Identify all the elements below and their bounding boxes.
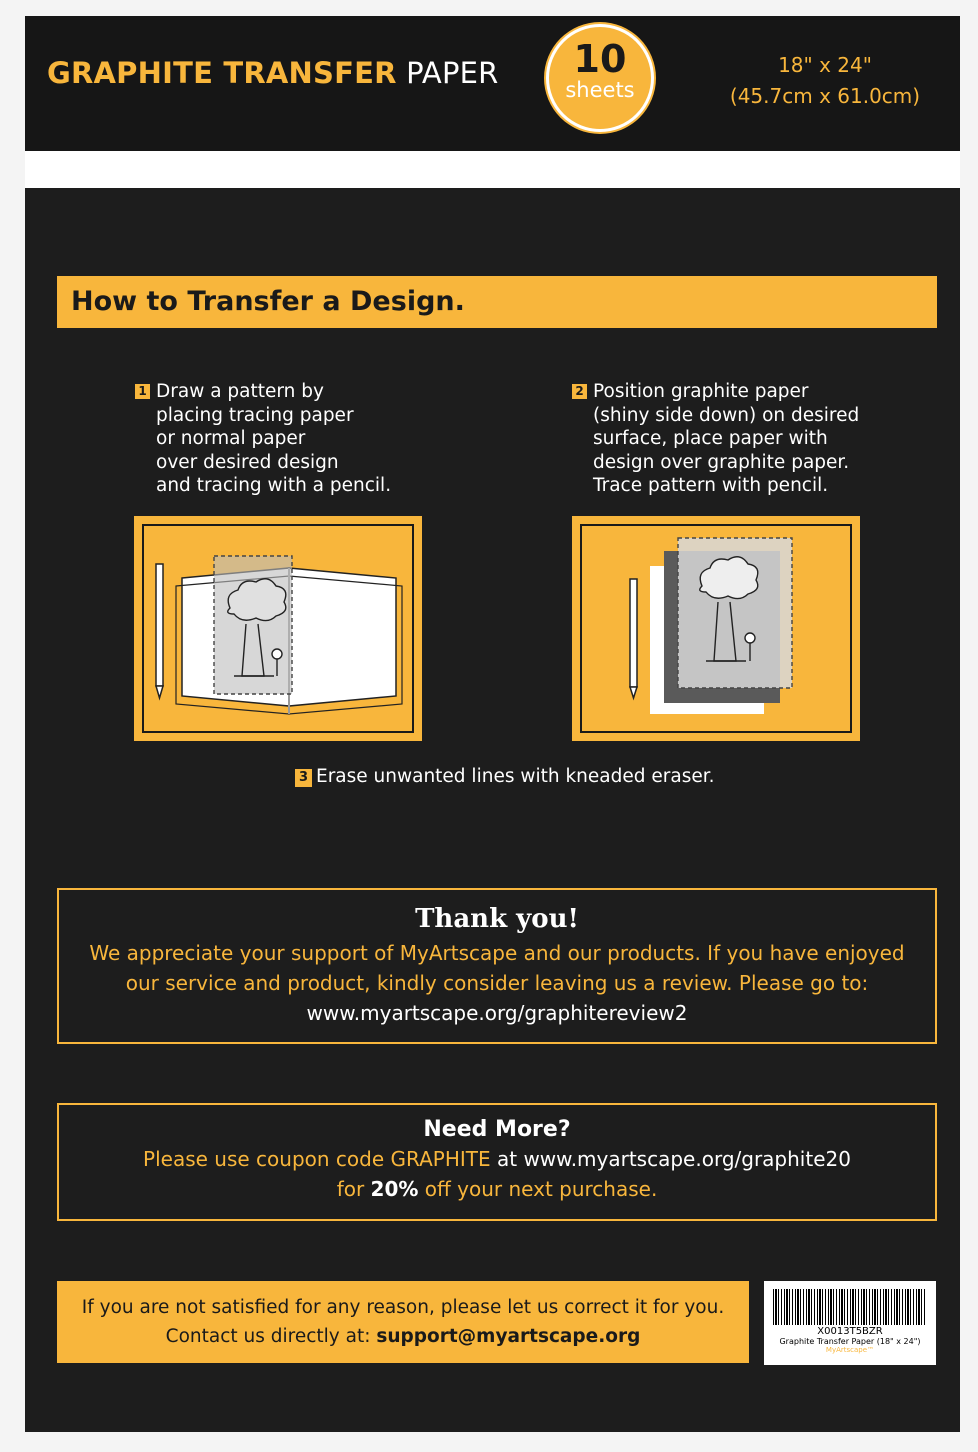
thank-you-title: Thank you! bbox=[415, 904, 579, 934]
need-more-title: Need More? bbox=[423, 1117, 571, 1142]
package-back bbox=[25, 16, 960, 1432]
product-title: GRAPHITE TRANSFER PAPER bbox=[47, 56, 499, 90]
sheet-count-badge bbox=[546, 24, 654, 132]
step-3-text: Erase unwanted lines with kneaded eraser. bbox=[316, 766, 715, 787]
review-url[interactable]: www.myartscape.org/graphitereview2 bbox=[306, 1001, 688, 1025]
step-2 bbox=[572, 380, 859, 498]
contact-box bbox=[57, 1281, 749, 1363]
step-2-number: 2 bbox=[572, 384, 587, 399]
size-inches: 18" x 24" bbox=[778, 53, 872, 77]
contact-prefix: Contact us directly at: bbox=[165, 1326, 377, 1347]
step-2-text: Position graphite paper (shiny side down) on desired surface, place paper with design over graphite paper. Trace pattern with pencil. bbox=[593, 381, 860, 496]
discount-value: 20% bbox=[370, 1177, 419, 1201]
sheet-count: 10 bbox=[573, 37, 627, 81]
barcode-icon bbox=[773, 1289, 927, 1325]
graphite-layering-illustration bbox=[572, 516, 860, 741]
sheet-size bbox=[715, 50, 935, 112]
barcode-description: Graphite Transfer Paper (18" x 24") bbox=[779, 1337, 921, 1346]
pencil-icon bbox=[630, 579, 637, 687]
satisfaction-text: If you are not satisfied for any reason, please let us correct it for you. bbox=[81, 1297, 725, 1318]
step-1-illustration bbox=[134, 516, 422, 741]
thank-you-message: We appreciate your support of MyArtscape and our products. If you have enjoyed our service and product, kindly consider leaving us a review. Please go to: bbox=[89, 941, 905, 995]
size-centimeters: (45.7cm x 61.0cm) bbox=[729, 84, 921, 108]
pencil-icon bbox=[156, 564, 163, 686]
how-to-heading-bar bbox=[57, 276, 937, 328]
step-3-number: 3 bbox=[295, 769, 312, 787]
white-strip bbox=[25, 151, 960, 188]
step-1-number: 1 bbox=[135, 384, 150, 399]
how-to-title: How to Transfer a Design. bbox=[71, 286, 465, 317]
step-2-illustration bbox=[572, 516, 860, 741]
book-tracing-illustration bbox=[134, 516, 422, 741]
thank-you-box bbox=[57, 888, 937, 1044]
barcode-label bbox=[764, 1281, 936, 1365]
sheet-count-label: sheets bbox=[565, 78, 635, 102]
need-more-box bbox=[57, 1103, 937, 1221]
contact-email[interactable]: support@myartscape.org bbox=[376, 1326, 641, 1347]
header-band bbox=[25, 16, 960, 151]
step-1 bbox=[135, 380, 391, 498]
coupon-url[interactable]: at www.myartscape.org/graphite20 bbox=[490, 1147, 851, 1171]
coupon-text: Please use coupon code GRAPHITE at www.myartscape.org/graphite20 for 20% off your next purchase. bbox=[143, 1147, 851, 1201]
barcode-code: X0013T5BZR bbox=[817, 1326, 883, 1337]
step-1-text: Draw a pattern by placing tracing paper or normal paper over desired design and tracing with a pencil. bbox=[156, 381, 392, 496]
step-3 bbox=[295, 766, 715, 787]
barcode-brand: MyArtscape™ bbox=[825, 1346, 875, 1354]
coupon-code-text: Please use coupon code GRAPHITE bbox=[143, 1147, 491, 1171]
